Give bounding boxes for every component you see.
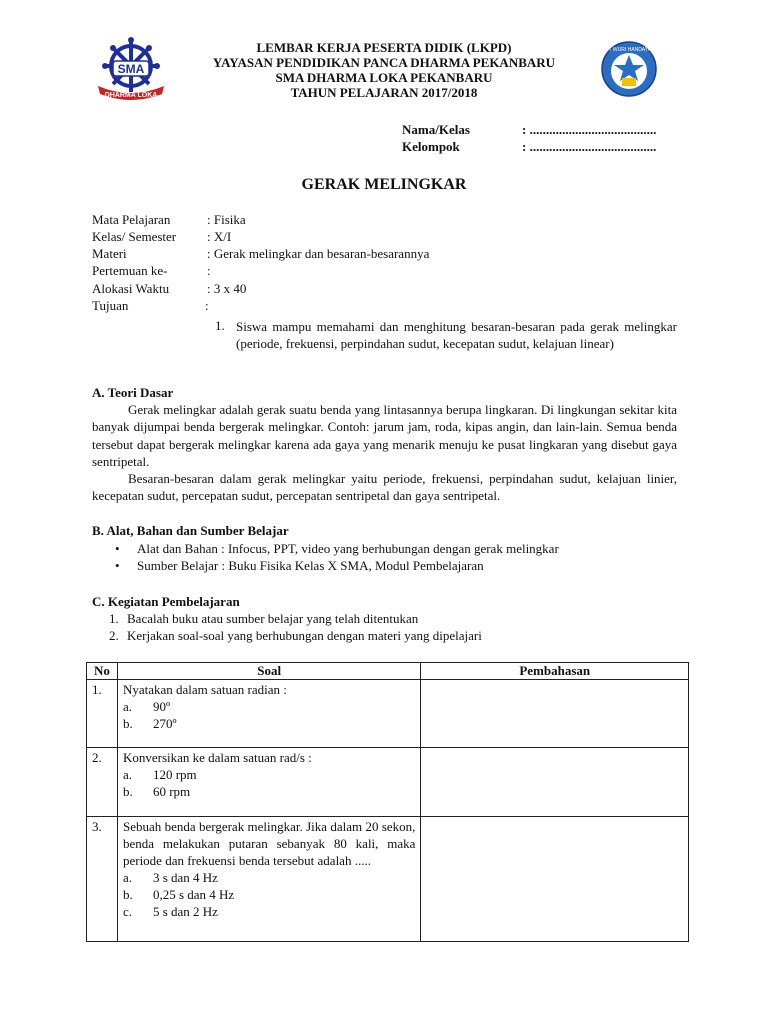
section-a-heading: A. Teori Dasar [92, 385, 174, 400]
header-line-2: YAYASAN PENDIDIKAN PANCA DHARMA PEKANBARU [212, 55, 556, 70]
row-number: 3. [92, 819, 102, 834]
logo-ribbon-text: DHARMA LOKA [104, 92, 158, 99]
option-key: a. [122, 870, 132, 885]
exercise-table [86, 662, 689, 942]
meta-mapel-label: Mata Pelajaran [92, 212, 171, 227]
meta-alokasi [92, 280, 246, 297]
answer-cell[interactable] [421, 680, 689, 748]
section-b-heading: B. Alat, Bahan dan Sumber Belajar [92, 523, 289, 538]
option-value: 3 s dan 4 Hz [152, 870, 218, 885]
header-line-3: SMA DHARMA LOKA PEKANBARU [275, 70, 493, 85]
option-key: b. [122, 784, 133, 799]
question-text: Sebuah benda bergerak melingkar. Jika dalam 20 sekon, benda melakukan putaran sebanyak 80 kali, maka periode dan frekuensi benda tersebut adalah ..... [122, 819, 416, 868]
question-text: Konversikan ke dalam satuan rad/s : [122, 750, 312, 765]
nama-kelas-label: Nama/Kelas [402, 122, 470, 137]
header-line-1: LEMBAR KERJA PESERTA DIDIK (LKPD) [256, 40, 512, 55]
question-cell [117, 817, 420, 942]
option-key: c. [122, 904, 132, 919]
meta-tujuan-label: Tujuan [92, 298, 129, 313]
header-pembahasan: Pembahasan [421, 663, 689, 680]
header-soal: Soal [117, 663, 420, 680]
question-cell [117, 748, 420, 817]
table-row [87, 748, 689, 817]
option-a [123, 766, 415, 783]
section-b-item-2: Sumber Belajar : Buku Fisika Kelas X SMA, Modul Pembelajaran [137, 558, 484, 573]
meta-pertemuan-value: : [207, 263, 211, 278]
answer-cell[interactable] [421, 817, 689, 942]
option-value: 5 s dan 2 Hz [152, 904, 218, 919]
bullet-icon: • [115, 541, 120, 556]
header-line-4: TAHUN PELAJARAN 2017/2018 [290, 85, 478, 100]
section-c-item-2: Kerjakan soal-soal yang berhubungan dengan materi yang dipelajari [127, 628, 482, 643]
row-number-cell [87, 680, 118, 748]
meta-kelas [92, 228, 231, 245]
meta-materi-label: Materi [92, 246, 127, 261]
meta-kelas-label: Kelas/ Semester [92, 229, 177, 244]
section-a-paragraph-1: Gerak melingkar adalah gerak suatu benda yang lintasannya berupa lingkaran. Di lingkungan sekitar kita banyak dijumpai benda bergerak melingkar. Contoh: jarum jam, roda, kipas angin, dan lain-lain. Semua benda tersebut dapat bergerak melingkar karena ada gaya yang menarik menuju ke pusat lingkaran yang disebut gaya sentripetal. [92, 402, 677, 470]
table-row [87, 680, 689, 748]
logo-motto-text: TUT WURI HANDAYANI [601, 47, 657, 53]
nama-kelas-field[interactable]: : ....................................... [522, 122, 657, 137]
row-number: 1. [92, 682, 102, 697]
meta-materi-value: : Gerak melingkar dan besaran-besarannya [207, 246, 430, 261]
tujuan-item-text: Siswa mampu memahami dan menghitung besaran-besaran pada gerak melingkar (periode, frekuensi, perpindahan sudut, kecepatan sudut, kelajuan linear) [236, 319, 677, 352]
meta-mapel [92, 211, 246, 228]
row-number: 2. [92, 750, 102, 765]
meta-kelas-value: : X/I [207, 229, 232, 244]
option-b [123, 783, 415, 800]
tujuan-item-number: 1. [215, 318, 225, 333]
meta-pertemuan [92, 262, 211, 279]
meta-mapel-value: : Fisika [207, 212, 246, 227]
option-b [123, 715, 415, 732]
section-c-item-number: 1. [109, 611, 119, 626]
option-c [123, 903, 415, 920]
section-c-heading: C. Kegiatan Pembelajaran [92, 594, 240, 609]
option-key: b. [122, 887, 133, 902]
section-c-item-number: 2. [109, 628, 119, 643]
section-b-item-1: Alat dan Bahan : Infocus, PPT, video yang berhubungan dengan gerak melingkar [137, 541, 559, 556]
section-a-paragraph-2: Besaran-besaran dalam gerak melingkar yaitu periode, frekuensi, perpindahan sudut, kelajuan linier, kecepatan sudut, percepatan sudut, percepatan sentripetal dan gaya sentripetal. [92, 471, 677, 504]
option-b [123, 886, 415, 903]
option-key: a. [122, 699, 132, 714]
question-text: Nyatakan dalam satuan radian : [122, 682, 287, 697]
option-value: 90º [152, 699, 170, 714]
answer-cell[interactable] [421, 748, 689, 817]
page-title: GERAK MELINGKAR [301, 176, 467, 193]
option-a [123, 698, 415, 715]
meta-alokasi-value: : 3 x 40 [207, 281, 247, 296]
header-no: No [87, 663, 118, 680]
meta-tujuan-value: : [205, 298, 209, 313]
table-row [87, 817, 689, 942]
meta-materi [92, 245, 429, 262]
logo-sma-text: SMA [117, 62, 145, 76]
option-value: 120 rpm [152, 767, 197, 782]
bullet-icon: • [115, 558, 120, 573]
option-key: b. [122, 716, 133, 731]
kelompok-label: Kelompok [402, 139, 460, 154]
meta-alokasi-label: Alokasi Waktu [92, 281, 170, 296]
meta-tujuan [92, 297, 209, 314]
option-value: 0,25 s dan 4 Hz [152, 887, 235, 902]
option-value: 270º [152, 716, 177, 731]
option-value: 60 rpm [152, 784, 191, 799]
row-number-cell [87, 817, 118, 942]
meta-pertemuan-label: Pertemuan ke- [92, 263, 168, 278]
table-header-row [87, 663, 689, 680]
section-c-item-1: Bacalah buku atau sumber belajar yang telah ditentukan [127, 611, 419, 626]
row-number-cell [87, 748, 118, 817]
question-cell [117, 680, 420, 748]
option-a [123, 869, 415, 886]
kelompok-field[interactable]: : ....................................... [522, 139, 657, 154]
option-key: a. [122, 767, 132, 782]
